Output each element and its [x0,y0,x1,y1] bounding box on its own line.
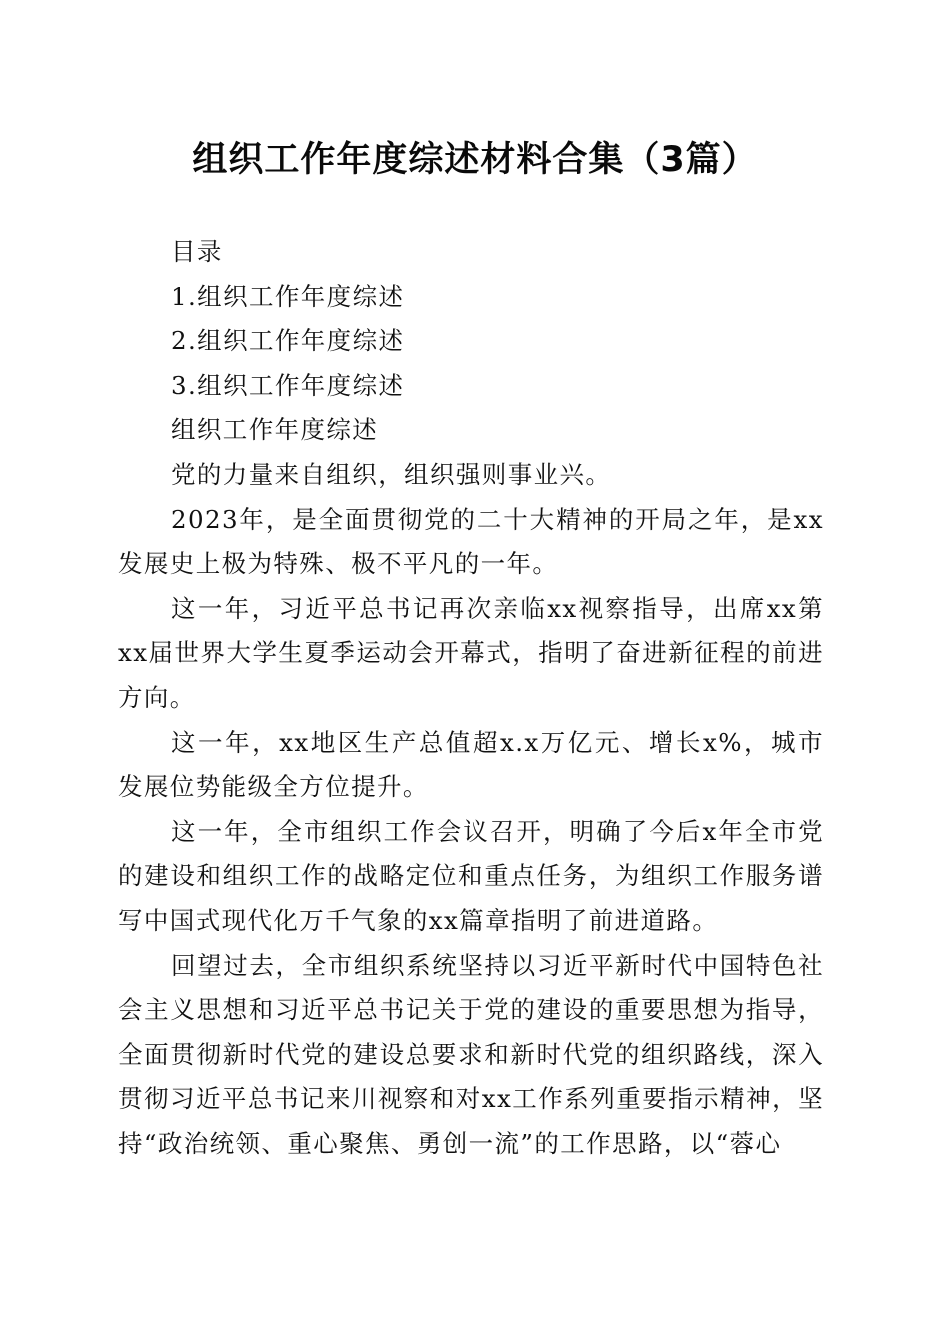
body-paragraph: 这一年，xx地区生产总值超x.x万亿元、增长x%，城市发展位势能级全方位提升。 [118,727,824,802]
document-title: 组织工作年度综述材料合集（3篇） [192,140,758,180]
toc-item: 3.组织工作年度综述 [171,370,405,400]
body-paragraph: 回望过去，全市组织系统坚持以习近平新时代中国特色社会主义思想和习近平总书记关于党的建设的重要思想为指导，全面贯彻新时代党的建设总要求和新时代党的组织路线，深入贯彻习近平总书记来川视察和对xx工作系列重要指示精神，坚持“政治统领、重心聚焦、勇创一流”的工作思路，以“蓉心 [118,950,824,1158]
toc-item: 1.组织工作年度综述 [171,281,405,311]
toc-item: 2.组织工作年度综述 [171,326,405,356]
body-paragraph: 这一年，习近平总书记再次亲临xx视察指导，出席xx第xx届世界大学生夏季运动会开幕式，指明了奋进新征程的前进方向。 [118,593,824,712]
section-heading: 组织工作年度综述 [171,415,379,445]
body-paragraph: 这一年，全市组织工作会议召开，明确了今后x年全市党的建设和组织工作的战略定位和重点任务，为组织工作服务谱写中国式现代化万千气象的xx篇章指明了前进道路。 [118,816,824,935]
body-paragraph: 党的力量来自组织，组织强则事业兴。 [171,459,612,489]
document-body [118,230,824,1166]
body-paragraph: 2023年，是全面贯彻党的二十大精神的开局之年，是xx发展史上极为特殊、极不平凡的一年。 [118,504,824,579]
toc-heading: 目录 [171,237,223,266]
